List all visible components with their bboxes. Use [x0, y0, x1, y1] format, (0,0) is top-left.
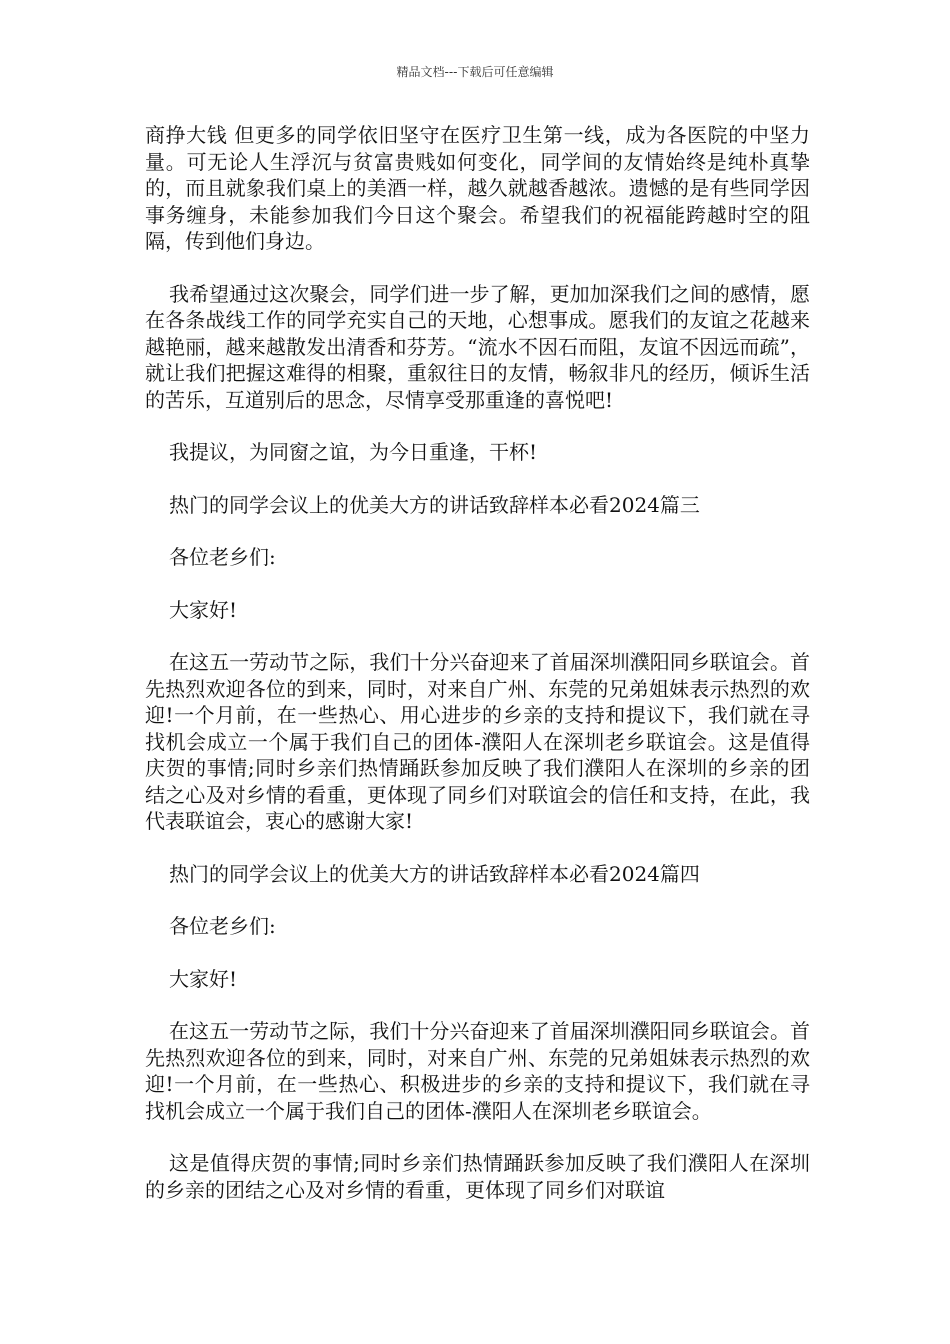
paragraph: 我提议，为同窗之谊，为今日重逢，干杯! — [169, 440, 538, 464]
section-heading: 热门的同学会议上的优美大方的讲话致辞样本必看2024篇三 — [169, 492, 700, 517]
paragraph: 我希望通过这次聚会，同学们进一步了解，更加加深我们之间的感情，愿在各条战线工作的同学充实自己的天地，心想事成。愿我们的友谊之花越来越艳丽，越来越散发出清香和芬芳。“流水不因石而阻，友谊不因远而疏”，就让我们把握这难得的相聚，重叙往日的友情，畅叙非凡的经历，倾诉生活的苦乐，互道别后的思念，尽情享受那重逢的喜悦吧! — [145, 281, 810, 412]
section-heading: 热门的同学会议上的优美大方的讲话致辞样本必看2024篇四 — [169, 861, 700, 886]
document-body — [145, 122, 810, 1229]
greeting: 大家好! — [169, 966, 238, 991]
paragraph: 这是值得庆贺的事情;同时乡亲们热情踊跃参加反映了我们濮阳人在深圳的乡亲的团结之心及对乡情的看重，更体现了同乡们对联谊 — [145, 1151, 810, 1202]
paragraph: 在这五一劳动节之际，我们十分兴奋迎来了首届深圳濮阳同乡联谊会。首先热烈欢迎各位的到来，同时，对来自广州、东莞的兄弟姐妹表示热烈的欢迎!一个月前，在一些热心、用心进步的乡亲的支持和提议下，我们就在寻找机会成立一个属于我们自己的团体-濮阳人在深圳老乡联谊会。这是值得庆贺的事情;同时乡亲们热情踊跃参加反映了我们濮阳人在深圳的乡亲的团结之心及对乡情的看重，更体现了同乡们对联谊会的信任和支持，在此，我代表联谊会，衷心的感谢大家! — [145, 650, 810, 833]
paragraph: 在这五一劳动节之际，我们十分兴奋迎来了首届深圳濮阳同乡联谊会。首先热烈欢迎各位的到来，同时，对来自广州、东莞的兄弟姐妹表示热烈的欢迎!一个月前，在一些热心、积极进步的乡亲的支持和提议下，我们就在寻找机会成立一个属于我们自己的团体-濮阳人在深圳老乡联谊会。 — [145, 1019, 810, 1123]
paragraph: 商挣大钱 但更多的同学依旧坚守在医疗卫生第一线，成为各医院的中坚力量。可无论人生浮沉与贫富贵贱如何变化，同学间的友情始终是纯朴真挚的，而且就象我们桌上的美酒一样，越久就越香越浓。遗憾的是有些同学因事务缠身，未能参加我们今日这个聚会。希望我们的祝福能跨越时空的阻隔，传到他们身边。 — [145, 123, 810, 253]
salutation: 各位老乡们: — [169, 545, 276, 569]
salutation: 各位老乡们: — [169, 914, 276, 938]
page-header: 精品文档---下载后可任意编辑 — [396, 65, 554, 79]
greeting: 大家好! — [169, 597, 238, 622]
